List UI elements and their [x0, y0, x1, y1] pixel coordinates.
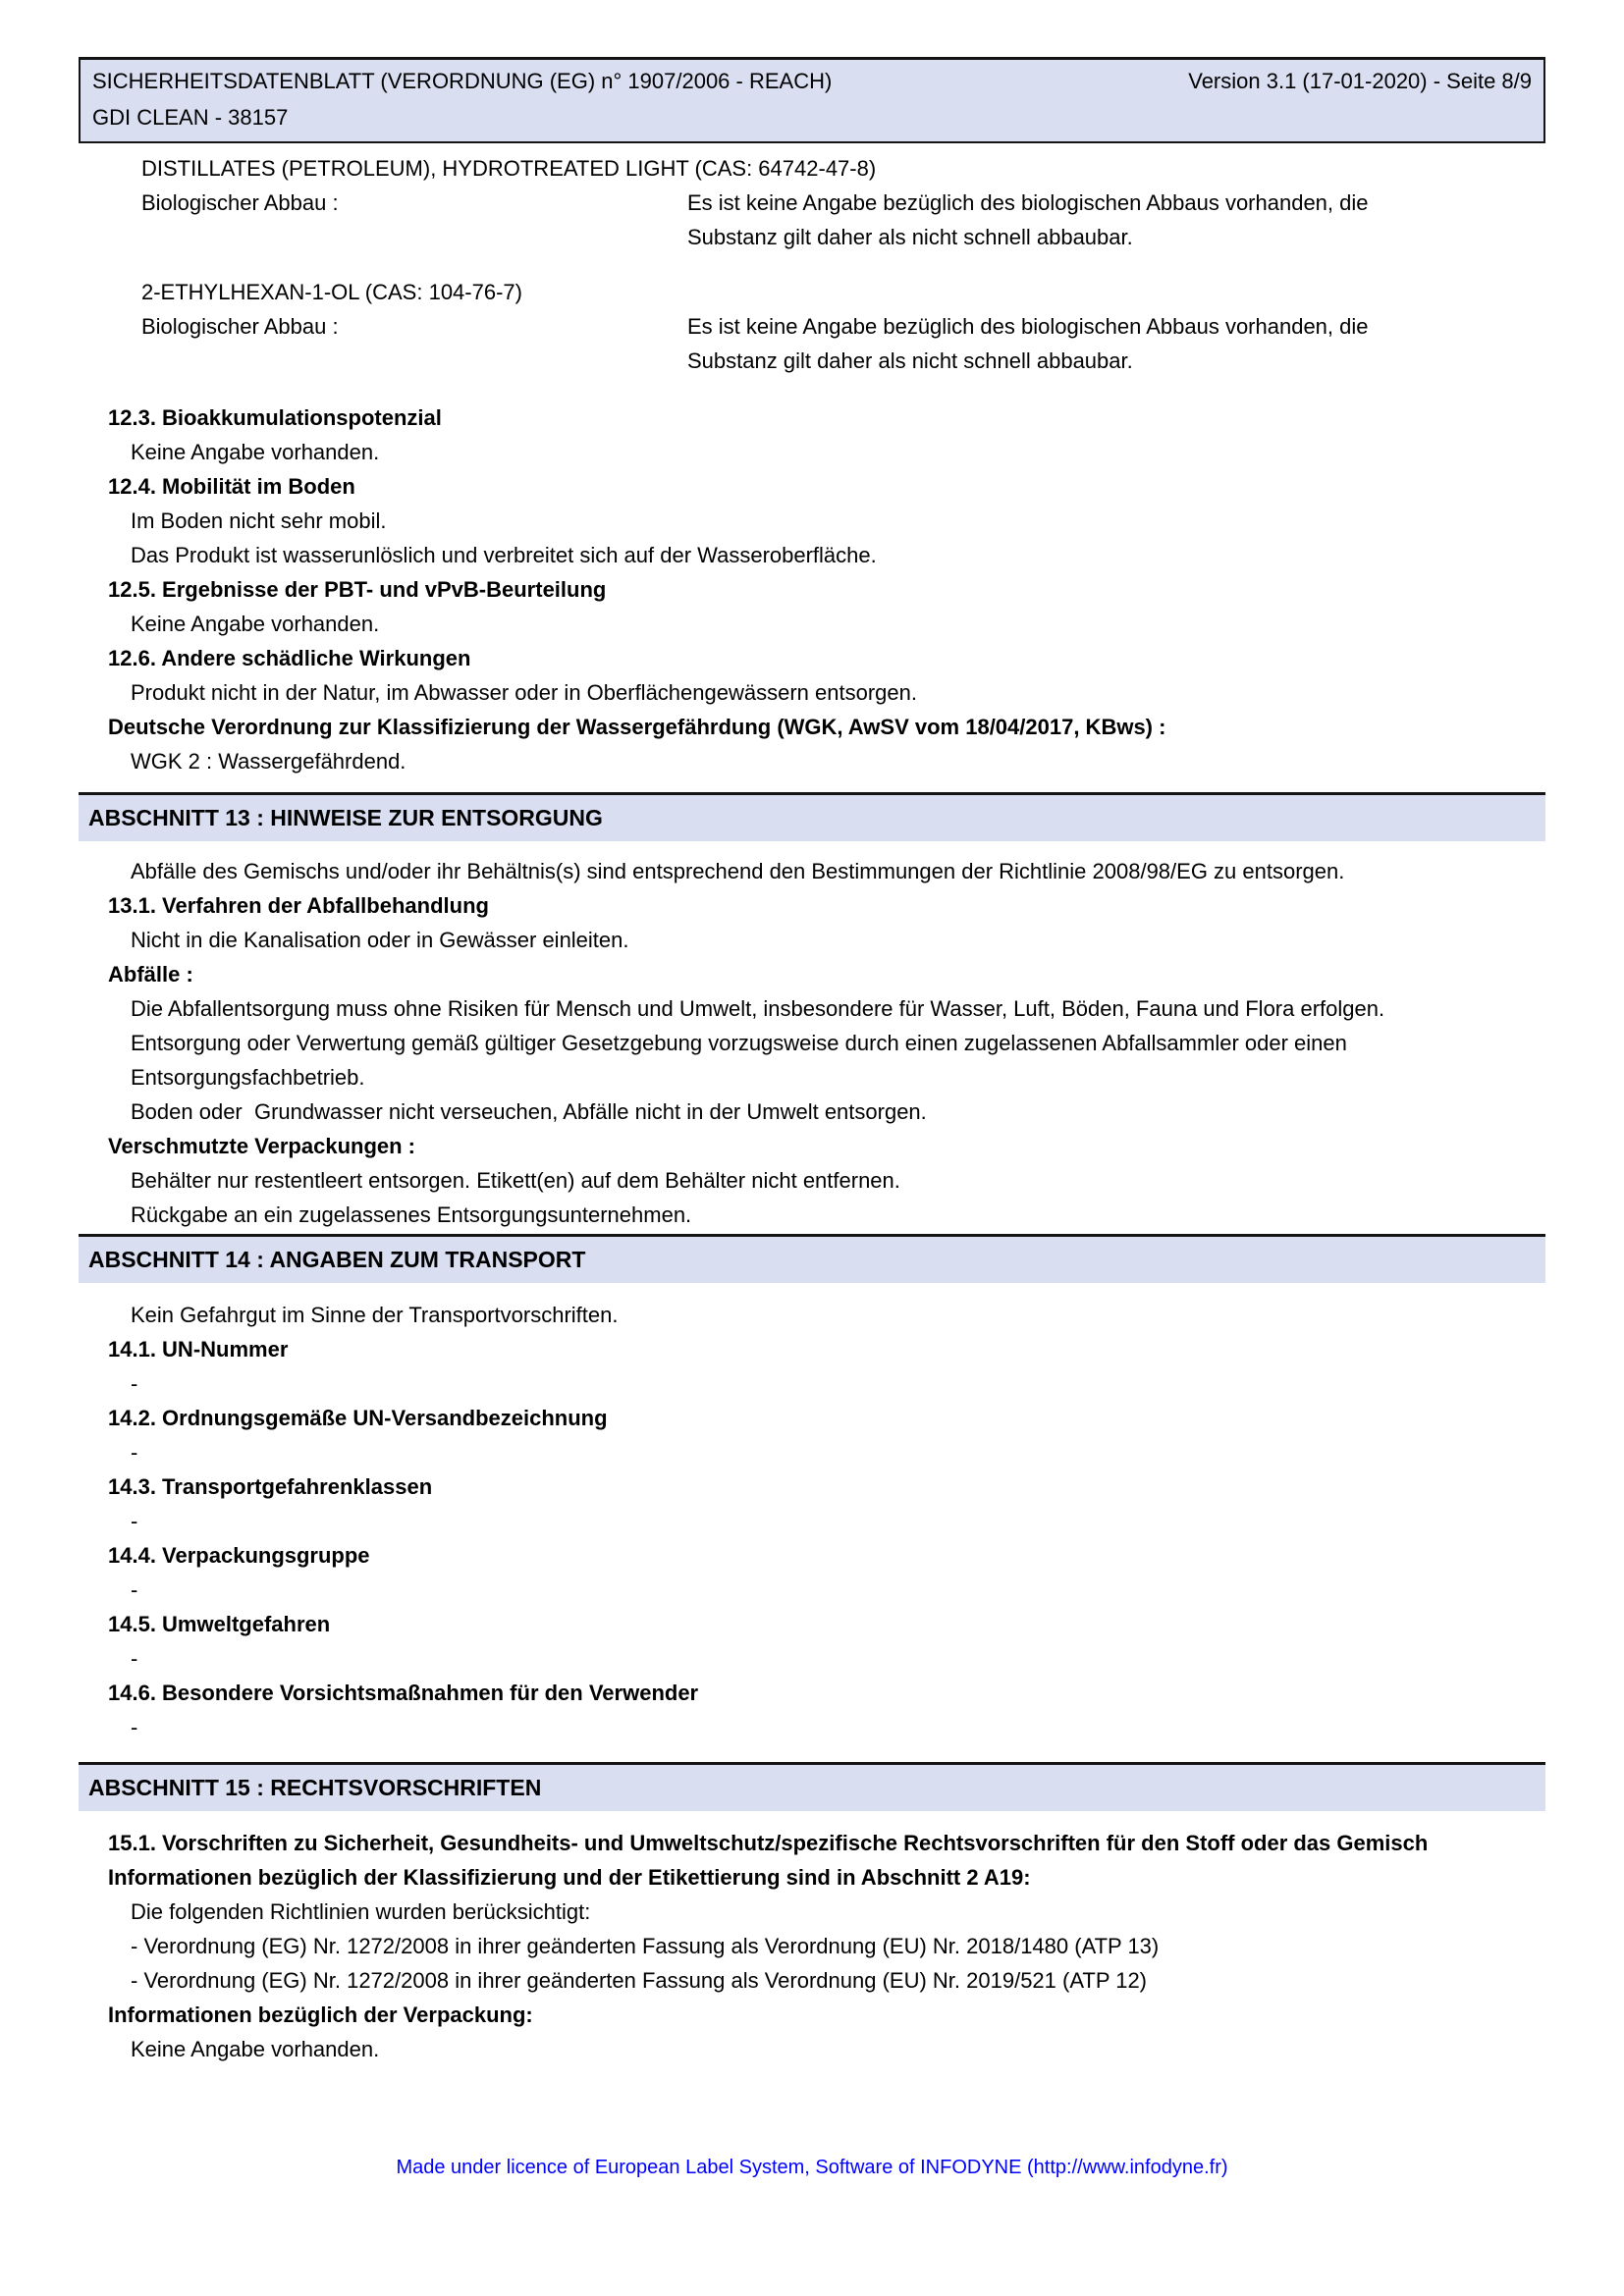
- document-header-row-2: [92, 99, 1532, 135]
- subsection-value: -: [131, 1440, 138, 1465]
- subsection-value: -: [131, 1371, 138, 1396]
- subsection-heading-14-6: 14.6. Besondere Vorsichtsmaßnahmen für den Verwender: [108, 1681, 699, 1705]
- body-text: Die folgenden Richtlinien wurden berücksichtigt:: [131, 1899, 591, 1924]
- doc-version-page: Version 3.1 (17-01-2020) - Seite 8/9: [1188, 69, 1532, 93]
- section-15-heading-band: [79, 1762, 1545, 1811]
- license-footer: Made under licence of European Label System, Software of INFODYNE (http://www.infodyne.fr): [396, 2157, 1228, 2178]
- kv-label: Biologischer Abbau :: [141, 190, 339, 215]
- subsection-heading-13-1: 13.1. Verfahren der Abfallbehandlung: [108, 893, 489, 918]
- subsection-heading-14-4: 14.4. Verpackungsgruppe: [108, 1543, 370, 1568]
- document-header: [79, 57, 1545, 143]
- section-13-heading-band: [79, 792, 1545, 841]
- body-text: Nicht in die Kanalisation oder in Gewässer einleiten.: [131, 928, 629, 952]
- section-13-title: ABSCHNITT 13 : HINWEISE ZUR ENTSORGUNG: [88, 805, 603, 830]
- subsection-heading-12-4: 12.4. Mobilität im Boden: [108, 474, 355, 499]
- section-15-body: [79, 1826, 1545, 2066]
- subsection-value: -: [131, 1646, 138, 1671]
- doc-title: SICHERHEITSDATENBLATT (VERORDNUNG (EG) n° 1907/2006 - REACH): [92, 69, 833, 93]
- subsection-heading-12-5: 12.5. Ergebnisse der PBT- und vPvB-Beurteilung: [108, 577, 607, 602]
- body-text: Produkt nicht in der Natur, im Abwasser oder in Oberflächengewässern entsorgen.: [131, 680, 917, 705]
- classification-info-label: Informationen bezüglich der Klassifizierung und der Etikettierung sind in Abschnitt 2 A19:: [108, 1865, 1031, 1890]
- section-12-substances: [79, 151, 1545, 378]
- section-12-body: [79, 400, 1545, 778]
- section-14-title: ABSCHNITT 14 : ANGABEN ZUM TRANSPORT: [88, 1247, 586, 1272]
- body-text: Die Abfallentsorgung muss ohne Risiken für Mensch und Umwelt, insbesondere für Wasser, Luft, Böden, Fauna und Flora erfolgen.: [131, 996, 1385, 1021]
- substance-name: 2-ETHYLHEXAN-1-OL (CAS: 104-76-7): [141, 280, 522, 304]
- soiled-packaging-label: Verschmutzte Verpackungen :: [108, 1134, 415, 1158]
- section-15-title: ABSCHNITT 15 : RECHTSVORSCHRIFTEN: [88, 1775, 542, 1800]
- subsection-value: -: [131, 1715, 138, 1739]
- section-14-heading-band: [79, 1234, 1545, 1283]
- subsection-value: -: [131, 1509, 138, 1533]
- body-text: Boden oder Grundwasser nicht verseuchen, Abfälle nicht in der Umwelt entsorgen.: [131, 1099, 927, 1124]
- kv-value-line: Substanz gilt daher als nicht schnell abbaubar.: [687, 348, 1133, 373]
- kv-value-line: Es ist keine Angabe bezüglich des biologischen Abbaus vorhanden, die: [687, 314, 1369, 339]
- section-14-body: [79, 1298, 1545, 1744]
- section-13-body: [79, 854, 1545, 1232]
- substance-name: DISTILLATES (PETROLEUM), HYDROTREATED LIGHT (CAS: 64742-47-8): [141, 156, 877, 181]
- wgk-classification-heading: Deutsche Verordnung zur Klassifizierung der Wassergefährdung (WGK, AwSV vom 18/04/2017, KBws) :: [108, 715, 1166, 739]
- subsection-heading-14-1: 14.1. UN-Nummer: [108, 1337, 289, 1362]
- body-text: Das Produkt ist wasserunlöslich und verbreitet sich auf der Wasseroberfläche.: [131, 543, 877, 567]
- kv-value-line: Es ist keine Angabe bezüglich des biologischen Abbaus vorhanden, die: [687, 190, 1369, 215]
- substance-block: [79, 275, 1545, 378]
- packaging-info-label: Informationen bezüglich der Verpackung:: [108, 2002, 533, 2027]
- subsection-heading-12-3: 12.3. Bioakkumulationspotenzial: [108, 405, 442, 430]
- subsection-heading-14-3: 14.3. Transportgefahrenklassen: [108, 1474, 433, 1499]
- body-text: Kein Gefahrgut im Sinne der Transportvorschriften.: [131, 1303, 619, 1327]
- kv-value: [687, 309, 1545, 378]
- body-text: Behälter nur restentleert entsorgen. Etikett(en) auf dem Behälter nicht entfernen.: [131, 1168, 900, 1193]
- substance-biodegradation-row: [79, 186, 1545, 254]
- kv-label: Biologischer Abbau :: [141, 314, 339, 339]
- subsection-value: -: [131, 1577, 138, 1602]
- substance-biodegradation-row: [79, 309, 1545, 378]
- subsection-heading-12-6: 12.6. Andere schädliche Wirkungen: [108, 646, 471, 670]
- kv-value: [687, 186, 1545, 254]
- body-text: Entsorgungsfachbetrieb.: [131, 1065, 365, 1090]
- body-text: Entsorgung oder Verwertung gemäß gültiger Gesetzgebung vorzugsweise durch einen zugelassenen Abfallsammler oder einen: [131, 1031, 1347, 1055]
- waste-label: Abfälle :: [108, 962, 193, 987]
- body-text: Abfälle des Gemischs und/oder ihr Behältnis(s) sind entsprechend den Bestimmungen der Richtlinie 2008/98/EG zu entsorgen.: [131, 859, 1345, 883]
- body-text: Keine Angabe vorhanden.: [131, 440, 380, 464]
- body-text: - Verordnung (EG) Nr. 1272/2008 in ihrer geänderten Fassung als Verordnung (EU) Nr. 2018/1480 (ATP 13): [131, 1934, 1160, 1958]
- subsection-heading-14-5: 14.5. Umweltgefahren: [108, 1612, 331, 1636]
- subsection-heading-14-2: 14.2. Ordnungsgemäße UN-Versandbezeichnung: [108, 1406, 608, 1430]
- kv-value-line: Substanz gilt daher als nicht schnell abbaubar.: [687, 225, 1133, 249]
- body-text: Im Boden nicht sehr mobil.: [131, 508, 387, 533]
- body-text: Keine Angabe vorhanden.: [131, 2037, 380, 2061]
- wgk-classification-value: WGK 2 : Wassergefährdend.: [131, 749, 406, 774]
- body-text: - Verordnung (EG) Nr. 1272/2008 in ihrer geänderten Fassung als Verordnung (EU) Nr. 2019/521 (ATP 12): [131, 1968, 1147, 1993]
- document-header-row-1: [92, 63, 1532, 99]
- doc-product-name: GDI CLEAN - 38157: [92, 105, 289, 130]
- subsection-heading-15-1: 15.1. Vorschriften zu Sicherheit, Gesundheits- und Umweltschutz/spezifische Rechtsvorschriften für den Stoff oder das Gemisch: [108, 1831, 1429, 1855]
- body-text: Keine Angabe vorhanden.: [131, 612, 380, 636]
- substance-block: [79, 151, 1545, 254]
- body-text: Rückgabe an ein zugelassenes Entsorgungsunternehmen.: [131, 1202, 692, 1227]
